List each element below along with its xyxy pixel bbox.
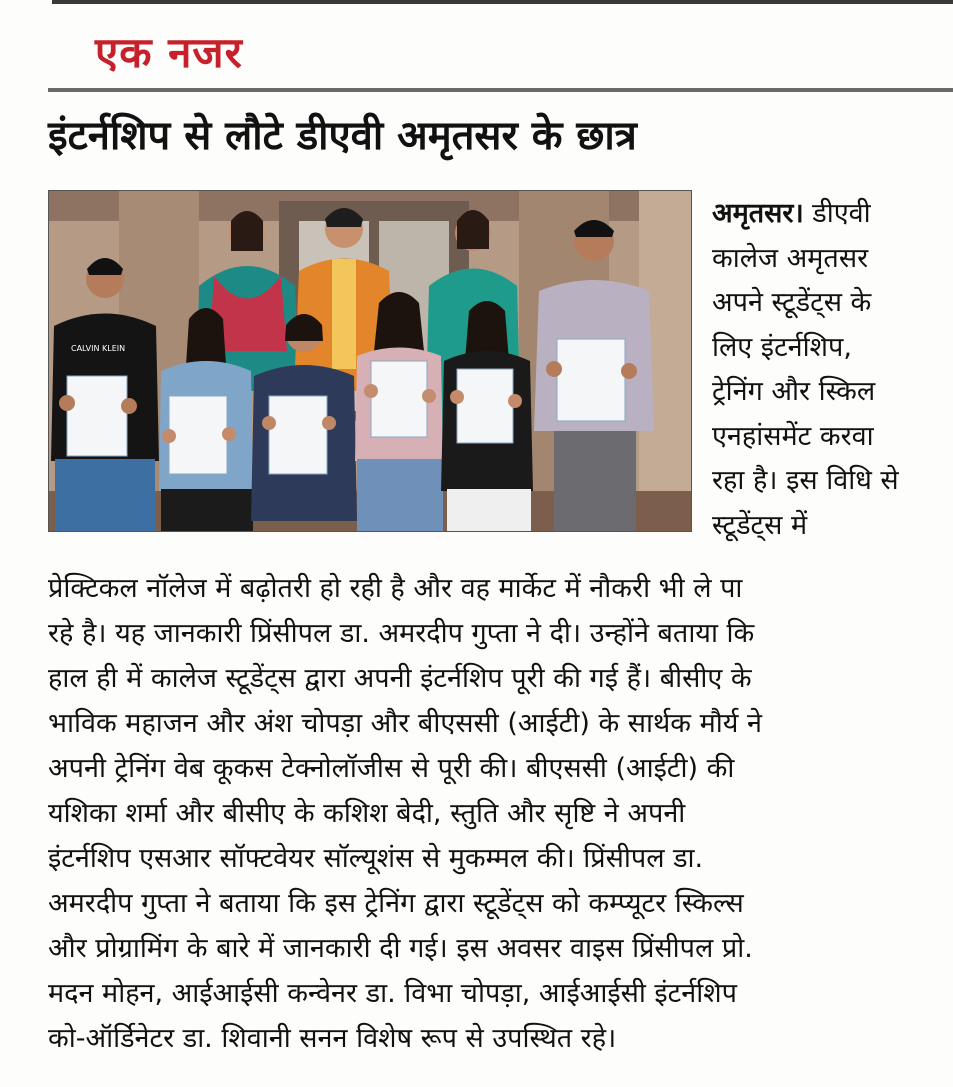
headline: इंटर्नशिप से लौटे डीएवी अमृतसर के छात्र (48, 113, 637, 159)
top-rule (52, 0, 953, 4)
body-line: और प्रोग्रामिंग के बारे में जानकारी दी गई। इस अवसर वाइस प्रिंसीपल प्रो. (48, 933, 753, 964)
body-line: को-ऑर्डिनेटर डा. शिवानी सनन विशेष रूप से उपस्थित रहे। (48, 1023, 617, 1054)
side-line: लिए इंटर्नशिप, (712, 331, 852, 363)
side-line: ट्रेनिंग और स्किल (712, 376, 876, 407)
side-line: अपने स्टूडेंट्स के (712, 287, 872, 318)
group-photo (48, 190, 692, 532)
side-line: स्टूडेंट्स में (712, 509, 808, 541)
section-divider (48, 88, 953, 92)
body-line: प्रेक्टिकल नॉलेज में बढ़ोतरी हो रही है और वह मार्केट में नौकरी भी ले पा (48, 573, 743, 604)
body-line: अमरदीप गुप्ता ने बताया कि इस ट्रेनिंग द्वारा स्टूडेंट्स को कम्प्यूटर स्किल्स (48, 888, 744, 919)
side-line: एनहांसमेंट करवा (712, 420, 874, 452)
dateline: अमृतसर। (712, 198, 804, 229)
side-line: रहा है। इस विधि से (712, 465, 899, 496)
article-body (48, 566, 948, 1061)
body-line: इंटर्नशिप एसआर सॉफ्टवेयर सॉल्यूशंस से मुकम्मल की। प्रिंसीपल डा. (48, 843, 704, 874)
shirt-print: CALVIN KLEIN (71, 344, 126, 353)
body-line: रहे है। यह जानकारी प्रिंसीपल डा. अमरदीप गुप्ता ने दी। उन्होंने बताया कि (48, 618, 755, 649)
body-line: भाविक महाजन और अंश चोपड़ा और बीएससी (आईटी) के सार्थक मौर्य ने (48, 708, 762, 739)
side-line: अमृतसर। डीएवी (712, 198, 871, 229)
body-line: यशिका शर्मा और बीसीए के कशिश बेदी, स्तुति और सृष्टि ने अपनी (48, 798, 686, 829)
section-label: एक नजर (95, 28, 243, 77)
body-line: हाल ही में कालेज स्टूडेंट्स द्वारा अपनी इंटर्नशिप पूरी की गई हैं। बीसीए के (48, 663, 752, 694)
body-line: अपनी ट्रेनिंग वेब कूकस टेक्नोलॉजीस से पूरी की। बीएससी (आईटी) की (48, 753, 735, 784)
body-line: मदन मोहन, आईआईसी कन्वेनर डा. विभा चोपड़ा, आईआईसी इंटर्नशिप (48, 978, 737, 1009)
article-side-column (712, 192, 948, 548)
side-line: कालेज अमृतसर (712, 242, 869, 274)
